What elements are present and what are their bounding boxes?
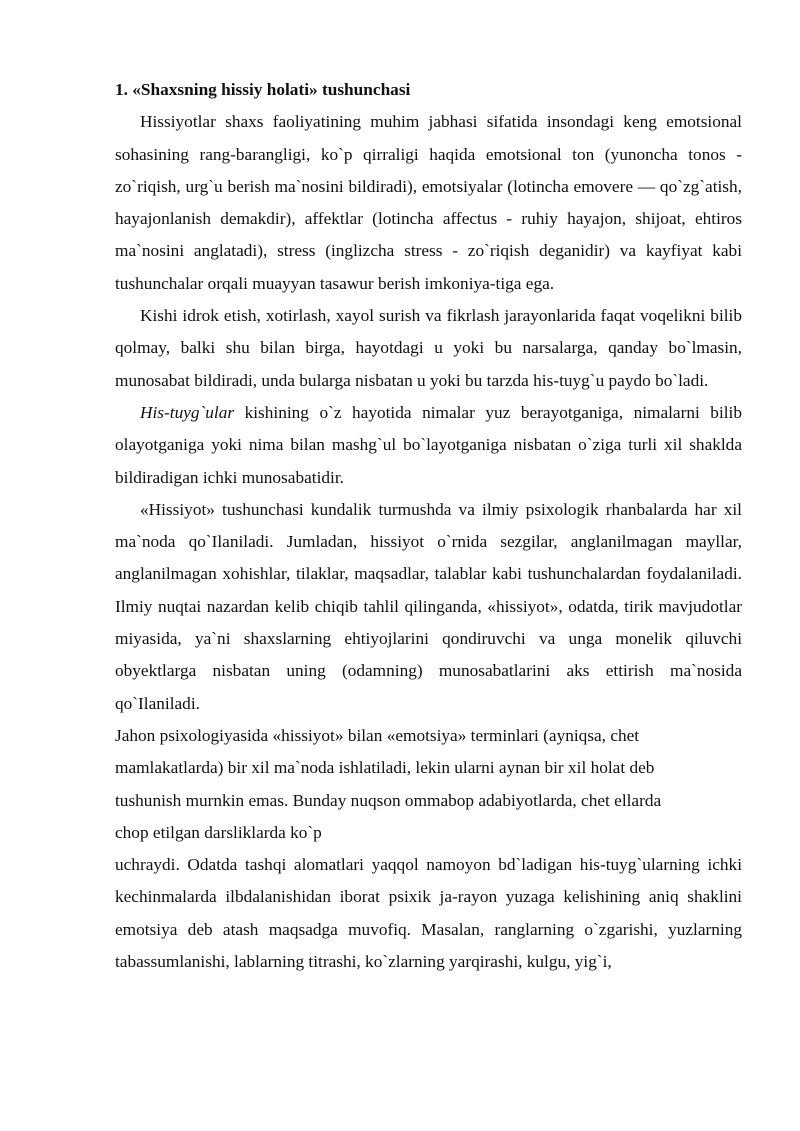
paragraph-hissiyot-concept: «Hissiyot» tushunchasi kundalik turmushda va ilmiy psixologik rhanbalarda har xil ma`noda qo`Ilaniladi. Jumladan, hissiyot o`rnida sezgilar, anglanilmagan mayllar, anglanilmagan xohishlar, tilaklar, maqsadlar, talablar kabi tushunchalardan foydalaniladi. Ilmiy nuqtai nazardan kelib chiqib tahlil qilinganda, «hissiyot», odatda, tirik mavjudotlar miyasida, ya`ni shaxslarning ehtiyojlarini qondiruvchi va unga monelik qiluvchi obyektlarga nisbatan uning (odamning) munosabatlarini aks ettirish ma`nosida qo`Ilaniladi.	[115, 499, 742, 713]
paragraph-emotional-sphere: Hissiyotlar shaxs faoliyatining muhim jabhasi sifatida insondagi keng emotsional sohasining rang-barangligi, ko`p qirraligi haqida emotsional ton (yunoncha tonos - zo`riqish, urg`u berish ma`nosini bildiradi), emotsiyalar (lotincha emovere — qo`zg`atish, hayajonlanish demakdir), affektlar (lotincha affectus - ruhiy hayajon, shijoat, ehtiros ma`nosini anglatadi), stress (inglizcha stress - zo`riqish deganidir) va kayfiyat kabi tushunchalar orqali muayyan tasawur berish imkoniya-tiga ega.	[115, 112, 742, 293]
paragraph-cognition-attitude: Kishi idrok etish, xotirlash, xayol surish va fikrlash jarayonlarida faqat voqelikni bilib qolmay, balki shu bilan birga, hayotdagi u yoki bu narsalarga, qanday bo`lmasin, munosabat bildiradi, unda bularga nisbatan u yoki bu tarzda his-tuyg`u paydo bo`ladi.	[115, 306, 742, 390]
paragraph-emotion-signs: uchraydi. Odatda tashqi alomatlari yaqqol namoyon bd`ladigan his-tuyg`ularning ichki kechinmalarda ilbdalanishidan iborat psixik ja-rayon yuzaga kelishining aniq shaklini emotsiya deb atash maqsadga muvofiq. Masalan, ranglarning o`zgarishi, yuzlarning tabassumlanishi, lablarning titrashi, ko`zlarning yarqirashi, kulgu, yig`i,	[115, 855, 742, 972]
paragraph-feelings-definition	[115, 397, 742, 494]
paragraph-terminology	[115, 720, 742, 849]
text-line: mamlakatlarda) bir xil ma`noda ishlatiladi, lekin ularni aynan bir xil holat deb	[115, 758, 655, 778]
section-heading: 1. «Shaxsning hissiy holati» tushunchasi	[115, 80, 411, 99]
definition-text: kishining o`z hayotida nimalar yuz berayotganiga, nimalarni bilib olayotganiga yoki nima bilan mashg`ul bo`layotganiga nisbatan o`ziga turli xil shaklda bildiradigan ichki munosabatidir.	[115, 402, 742, 487]
term-his-tuygular: His-tuyg`ular	[140, 402, 235, 422]
text-line: tushunish murnkin emas. Bunday nuqson ommabop adabiyotlarda, chet ellarda	[115, 790, 662, 810]
text-line: chop etilgan darsliklarda ko`p	[115, 822, 322, 842]
document-body	[115, 74, 742, 978]
text-line: Jahon psixologiyasida «hissiyot» bilan «emotsiya» terminlari (ayniqsa, chet	[115, 725, 640, 745]
